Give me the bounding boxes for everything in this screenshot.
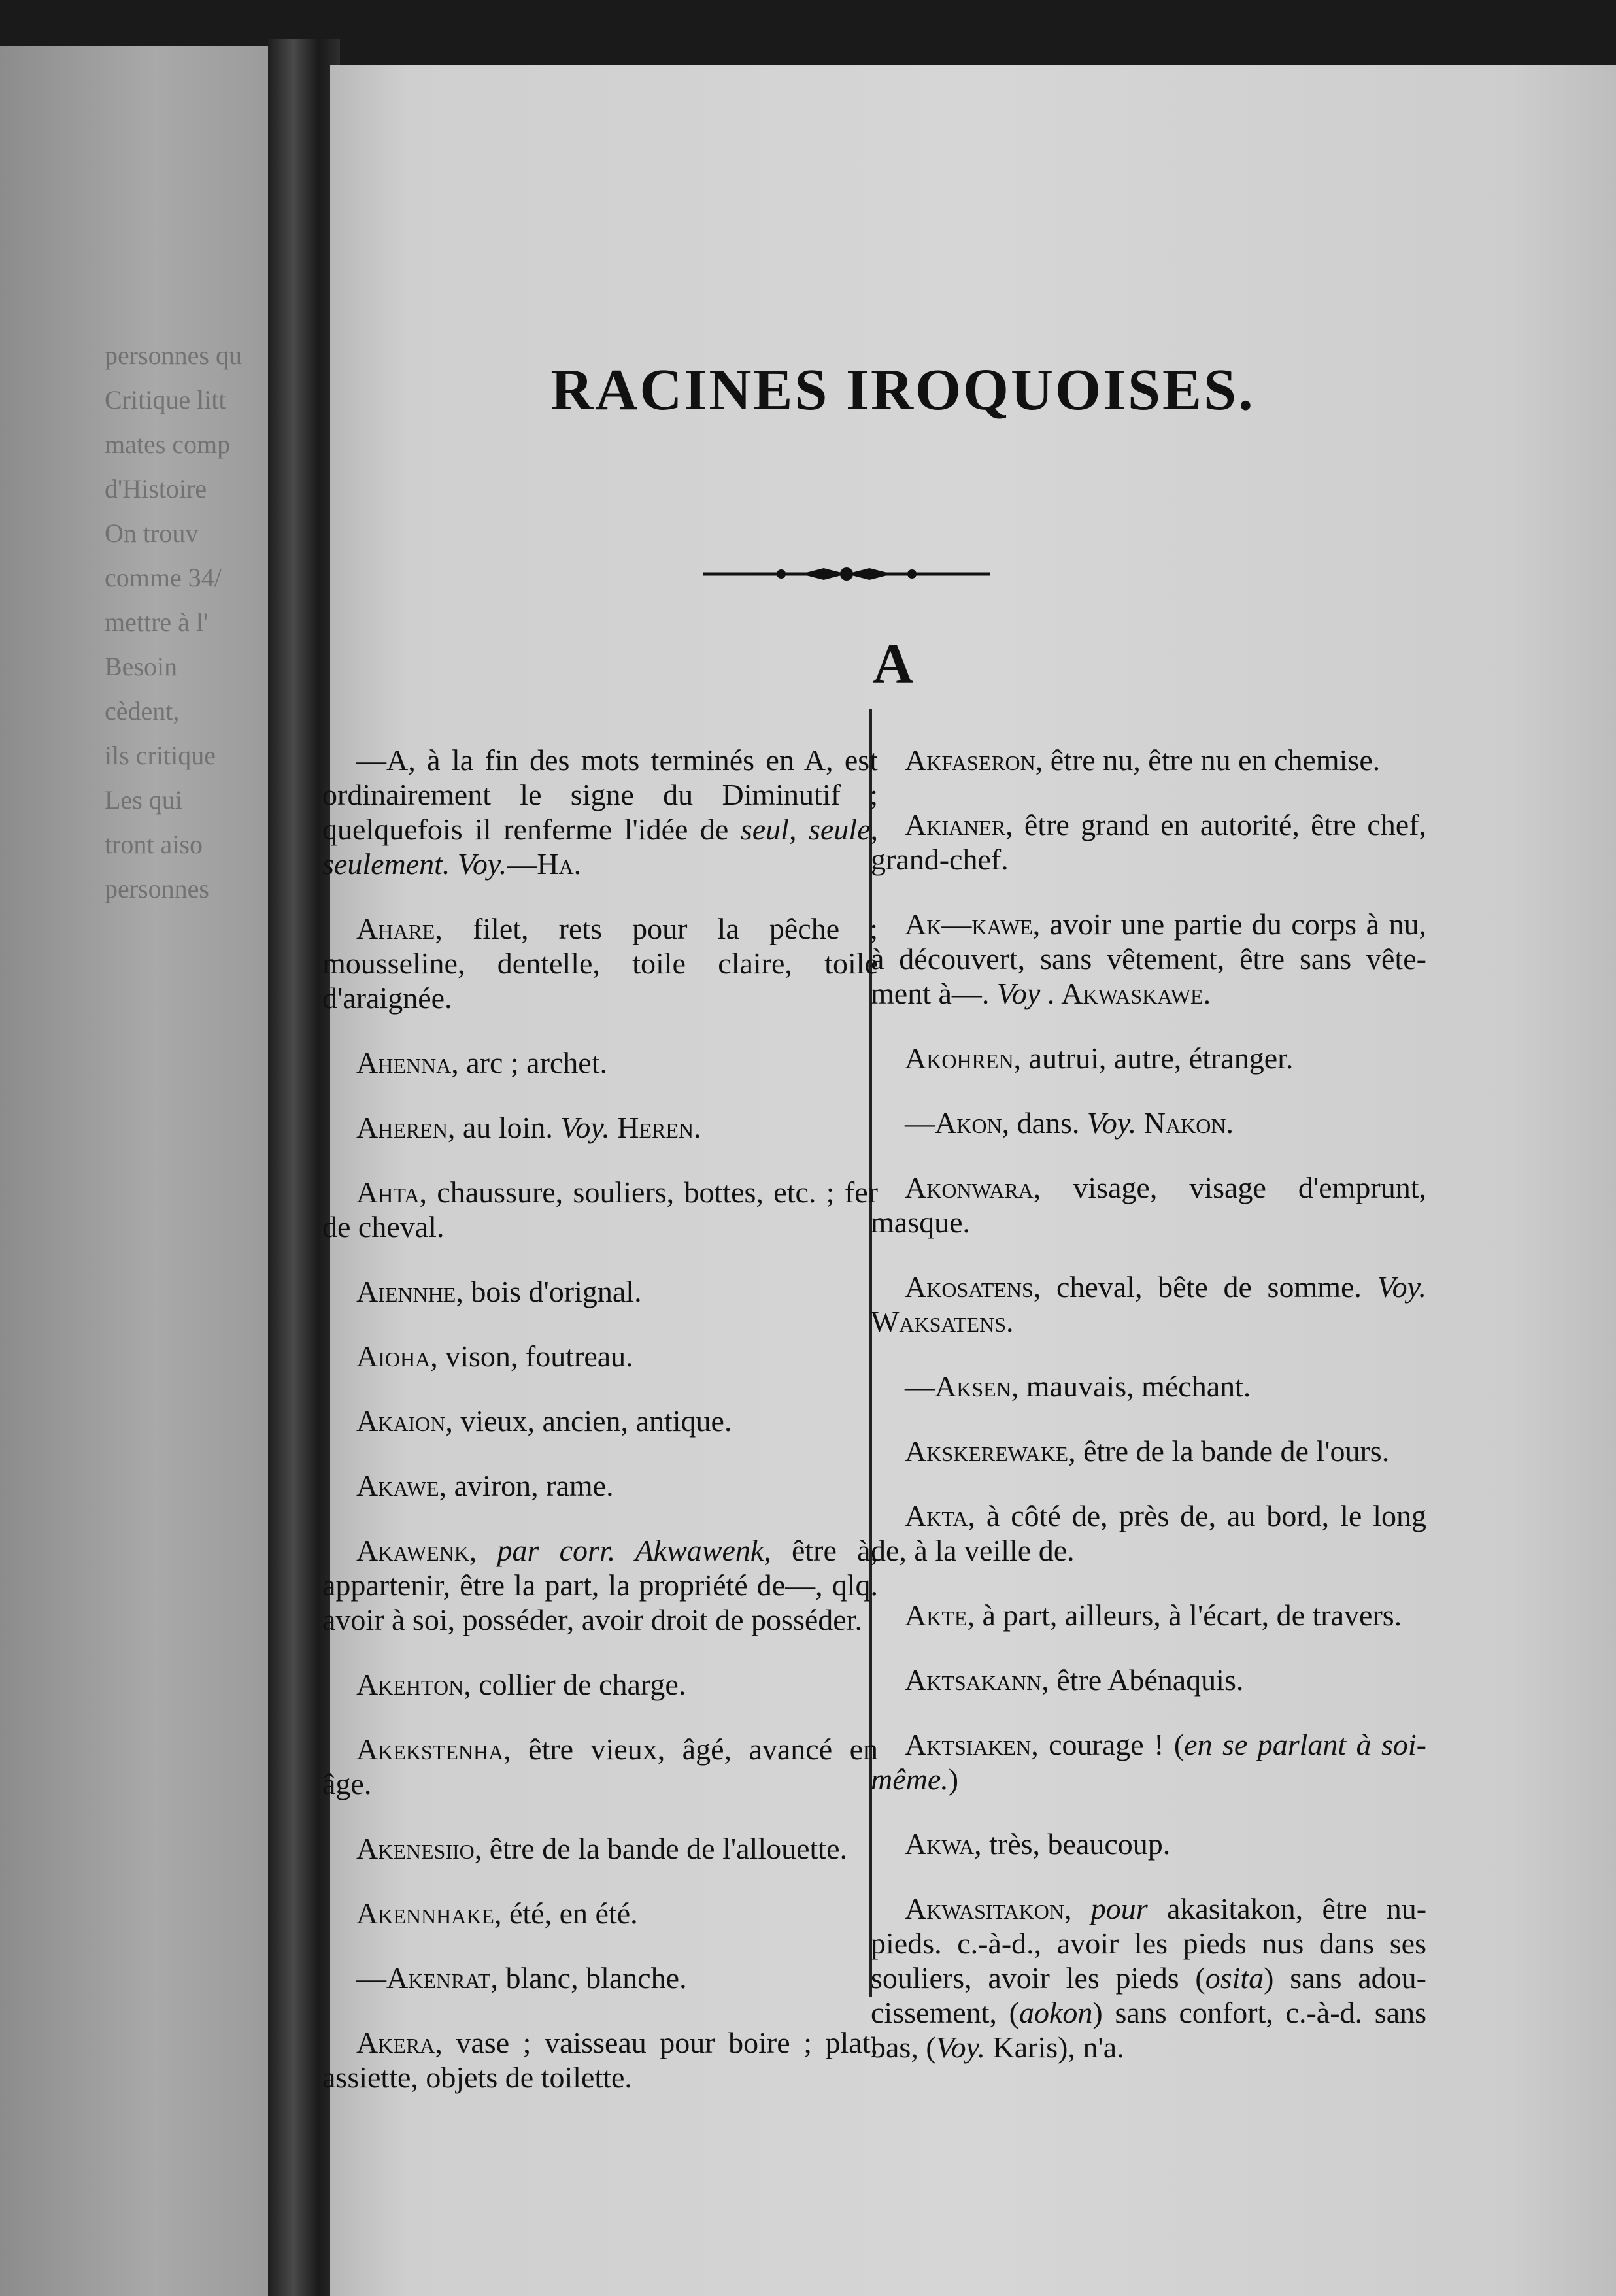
bleed-line: d'Histoire	[105, 474, 207, 503]
dictionary-entry	[322, 1045, 878, 1080]
bleed-line: mates comp	[105, 430, 231, 459]
entry-headword: Aioha	[356, 1340, 431, 1373]
bleed-line: ils critique	[105, 741, 216, 770]
entry-headword: Akianer	[905, 808, 1006, 841]
entry-headword: A	[386, 743, 409, 777]
entry-tail: Akwaskawe.	[1055, 977, 1211, 1010]
entry-definition: , très, beaucoup.	[974, 1827, 1171, 1861]
entry-headword: Akskerewake	[905, 1434, 1069, 1468]
entry-definition: , vase ; vaisseau pour boire ; plat, assiette, objets de toilette.	[322, 2026, 878, 2094]
entry-dash: —	[356, 1961, 386, 1995]
entry-headword: Aksen	[935, 1370, 1011, 1403]
entry-italic: Voy .	[996, 977, 1056, 1010]
entry-tail: , être à, appartenir, être la part, la propriété de—, qlq. avoir à soi, posséder, avoir droit de posséder.	[322, 1534, 879, 1636]
entry-definition: , avoir une partie du corps à nu, à découvert, sans vêtement, être sans vêtement à—.	[871, 907, 1426, 1010]
section-letter: A	[873, 632, 914, 695]
dictionary-entry	[322, 1732, 878, 1801]
entry-headword: Akonwara	[905, 1171, 1034, 1204]
dictionary-entry	[871, 1727, 1426, 1797]
right-column	[871, 713, 1426, 2081]
entry-definition: , au loin.	[447, 1111, 561, 1144]
dictionary-entry	[322, 1961, 878, 1995]
entry-tail: ) sans confort, c.-à-d. sans bas, (	[871, 1996, 1427, 2064]
dictionary-entry	[871, 1369, 1426, 1404]
dictionary-entry	[322, 1175, 878, 1244]
entry-headword: Aheren	[356, 1111, 448, 1144]
entry-definition: , être vieux, âgé, avancé en âge.	[322, 1732, 878, 1800]
entry-tail: Nakon.	[1136, 1106, 1234, 1140]
entry-headword: Akfaseron	[905, 743, 1035, 777]
entry-definition: ,	[469, 1534, 497, 1567]
entry-definition: , autrui, autre, étranger.	[1013, 1041, 1294, 1075]
entry-definition: , blanc, blanche.	[490, 1961, 687, 1995]
entry-definition: , être grand en autorité, être chef, grand-chef.	[871, 808, 1426, 876]
entry-tail: )	[948, 1763, 959, 1796]
dictionary-entry	[322, 1404, 878, 1438]
entry-headword: Akwasitakon	[905, 1892, 1064, 1925]
entry-tail: Waksatens.	[871, 1305, 1014, 1338]
entry-italic: Voy.	[560, 1111, 610, 1144]
entry-definition: , mauvais, méchant.	[1011, 1370, 1251, 1403]
entry-definition: , vison, foutreau.	[430, 1340, 633, 1373]
entry-definition: , être de la bande de l'ours.	[1068, 1434, 1390, 1468]
dictionary-entry	[871, 1663, 1426, 1697]
entry-headword: Akwa	[905, 1827, 975, 1861]
entry-headword: Akohren	[905, 1041, 1014, 1075]
entry-dash: —	[905, 1370, 935, 1403]
left-column	[322, 713, 878, 2111]
entry-tail: ) sans adoucissement, (	[871, 1961, 1426, 2029]
entry-definition: , aviron, rame.	[439, 1469, 614, 1502]
bleed-line: mettre à l'	[105, 607, 209, 637]
bleed-line: comme 34/	[105, 563, 222, 592]
entry-italic: aokon	[1018, 1996, 1093, 2029]
entry-italic: Voy.	[1377, 1270, 1426, 1304]
entry-definition: ,	[1064, 1892, 1091, 1925]
dictionary-entry	[871, 907, 1426, 1011]
dictionary-entry	[871, 1270, 1426, 1339]
entry-tail: —Ha.	[507, 847, 582, 881]
entry-definition: , bois d'orignal.	[456, 1275, 642, 1308]
entry-definition: , chaussure, souliers, bottes, etc. ; fer de cheval.	[322, 1175, 878, 1243]
entry-italic: Voy.	[1086, 1106, 1137, 1140]
dictionary-entry	[322, 1667, 878, 1702]
entry-headword: Akennhake	[356, 1897, 494, 1930]
entry-definition: , été, en été.	[494, 1897, 638, 1930]
bleed-line: personnes	[105, 874, 209, 903]
bleed-line: personnes qu	[105, 341, 242, 370]
page-title: RACINES IROQUOISES.	[550, 358, 1255, 422]
entry-headword: Akte	[905, 1598, 968, 1632]
bleed-line: On trouv	[105, 518, 199, 548]
entry-definition: , vieux, ancien, antique.	[445, 1404, 732, 1438]
entry-dash: —	[356, 743, 386, 777]
dictionary-entry	[322, 743, 878, 881]
dictionary-entry	[322, 1339, 878, 1374]
dictionary-entry	[871, 1106, 1426, 1140]
bleed-line: Les qui	[105, 785, 182, 815]
dictionary-entry	[322, 1533, 878, 1637]
dictionary-entry	[871, 1891, 1426, 2065]
entry-headword: Akekstenha	[356, 1732, 504, 1766]
dictionary-entry	[871, 807, 1426, 877]
entry-headword: Akenesiio	[356, 1832, 475, 1865]
dictionary-entry	[871, 743, 1426, 777]
entry-headword: Akosatens	[905, 1270, 1034, 1304]
entry-definition: , cheval, bête de somme.	[1033, 1270, 1377, 1304]
entry-headword: Aiennhe	[356, 1275, 456, 1308]
dictionary-entry	[322, 1896, 878, 1931]
entry-definition: , être de la bande de l'allouette.	[474, 1832, 848, 1865]
entry-definition: , arc ; archet.	[451, 1046, 608, 1079]
dictionary-entry	[322, 2025, 878, 2095]
entry-headword: Ahta	[356, 1175, 420, 1209]
bleed-line: cèdent,	[105, 696, 180, 726]
entry-headword: Akera	[356, 2026, 435, 2059]
entry-headword: Akawe	[356, 1469, 439, 1502]
dictionary-entry	[871, 1598, 1426, 1632]
entry-definition: , être nu, être nu en chemise.	[1035, 743, 1381, 777]
entry-italic: par corr. Akwawenk	[497, 1534, 764, 1567]
entry-headword: Aktsakann	[905, 1663, 1042, 1697]
bleed-line: Critique litt	[105, 385, 226, 414]
entry-definition: , filet, rets pour la pêche ; mousseline, dentelle, toile claire, toile d'araignée.	[322, 912, 878, 1015]
dictionary-entry	[322, 911, 878, 1015]
entry-headword: Akehton	[356, 1668, 464, 1701]
entry-headword: Ahare	[356, 912, 435, 945]
entry-definition: , à la fin des mots terminés en A, est ordinairement le signe du Diminutif ; quelquefois il renferme l'idée de	[322, 743, 878, 846]
entry-tail: Karis), n'a.	[985, 2031, 1124, 2064]
dictionary-entry	[322, 1468, 878, 1503]
entry-tail: akasitakon, être nu-pieds. c.-à-d., avoir les pieds nus dans ses souliers, avoir les pieds (	[871, 1892, 1427, 1995]
dictionary-entry	[871, 1498, 1426, 1568]
dictionary-entry	[322, 1110, 878, 1145]
entry-headword: Akon	[935, 1106, 1002, 1140]
entry-definition: , collier de charge.	[463, 1668, 686, 1701]
entry-italic: en se parlant à soi-même.	[871, 1728, 1426, 1796]
dictionary-entry	[871, 1170, 1426, 1240]
entry-definition: , courage ! (	[1031, 1728, 1185, 1761]
ornament-divider	[703, 560, 990, 588]
entry-headword: Aktsiaken	[905, 1728, 1032, 1761]
entry-headword: Akawenk	[356, 1534, 469, 1567]
dictionary-entry	[322, 1274, 878, 1309]
entry-definition: , être Abénaquis.	[1041, 1663, 1244, 1697]
entry-headword: Akenrat	[386, 1961, 491, 1995]
entry-italic: pour	[1090, 1892, 1148, 1925]
dictionary-entry	[322, 1831, 878, 1866]
entry-definition: , à part, ailleurs, à l'écart, de travers.	[967, 1598, 1402, 1632]
entry-dash: —	[905, 1106, 935, 1140]
entry-italic: osita	[1205, 1961, 1264, 1995]
entry-italic: seul, seule, seulement. Voy.	[322, 813, 878, 881]
entry-italic: Voy.	[935, 2031, 986, 2064]
entry-definition: , à côté de, près de, au bord, le long de, à la veille de.	[871, 1499, 1426, 1567]
entry-definition: , visage, visage d'emprunt, masque.	[871, 1171, 1426, 1239]
dictionary-entry	[871, 1827, 1426, 1861]
bleed-line: Besoin	[105, 652, 178, 681]
bleed-line: tront aiso	[105, 830, 203, 859]
entry-tail: Heren.	[609, 1111, 701, 1144]
entry-headword: Ahenna	[356, 1046, 452, 1079]
entry-headword: Ak—kawe	[905, 907, 1033, 941]
dictionary-entry	[871, 1434, 1426, 1468]
entry-headword: Akaion	[356, 1404, 446, 1438]
dictionary-entry	[871, 1041, 1426, 1075]
entry-definition: , dans.	[1002, 1106, 1087, 1140]
entry-headword: Akta	[905, 1499, 968, 1532]
